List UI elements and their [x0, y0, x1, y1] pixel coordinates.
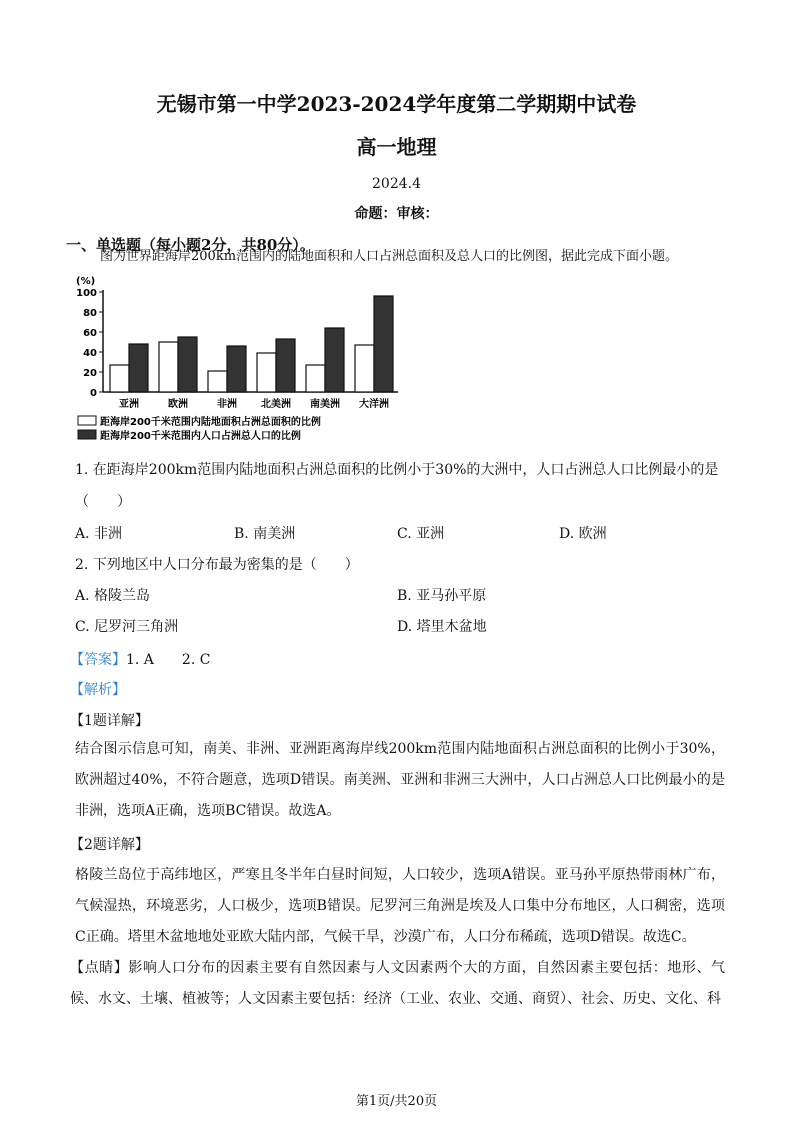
y-tick-label: 60: [83, 328, 97, 339]
q2-option-c: C. 尼罗河三角洲: [75, 619, 179, 635]
bar-population: [129, 344, 148, 392]
detail-2-text: 格陵兰岛位于高纬地区，严寒且冬半年白昼时间短，人口较少，选项A错误。亚马孙平原热带雨林广布，气候湿热，环境恶劣，人口极少，选项B错误。尼罗河三角洲是埃及人口集中分布地区，人口稠密，选项C正确。塔里木盆地地处亚欧大陆内部，气候干旱，沙漠广布，人口分布稀疏，选项D错误。故选C。: [75, 867, 725, 945]
bar-population: [325, 328, 344, 392]
analysis-label: 【解析】: [70, 682, 126, 698]
exam-date: 2024.4: [372, 176, 421, 192]
y-tick-label: 40: [83, 348, 97, 359]
category-label: 南美洲: [310, 399, 340, 410]
authors-line: 命题：审核：: [354, 206, 439, 222]
q2-option-a: A. 格陵兰岛: [75, 588, 151, 604]
bar-population: [227, 346, 246, 392]
q2-stem: 2. 下列地区中人口分布最为密集的是（ ）: [75, 557, 359, 573]
y-tick-label: 80: [83, 308, 97, 319]
q1-stem: 1. 在距海岸200km范围内陆地面积占洲总面积的比例小于30%的大洲中，人口占洲总人口比例最小的是: [75, 462, 719, 478]
legend-swatch-population: [78, 430, 96, 439]
question-intro: 图为世界距海岸200km范围内的陆地面积和人口占洲总面积及总人口的比例图，据此完成下面小题。: [100, 249, 679, 264]
category-label: 北美洲: [261, 399, 291, 410]
detail-1-text: 结合图示信息可知，南美、非洲、亚洲距离海岸线200km范围内陆地面积占洲总面积的比例小于30%，欧洲超过40%，不符合题意，选项D错误。南美洲、亚洲和非洲三大洲中，人口占洲总人口比例最小的是非洲，选项A正确，选项BC错误。故选A。: [75, 741, 725, 819]
tip-text: 影响人口分布的因素主要有自然因素与人文因素两个大的方面，自然因素主要包括：地形、气候、水文、土壤、植被等；人文因素主要包括：经济（工业、农业、交通、商贸）、社会、历史、文化、科: [70, 960, 726, 1007]
category-label: 大洋洲: [359, 399, 389, 410]
answer-text: 1. A 2. C: [126, 652, 211, 668]
answer-label: 【答案】: [70, 652, 126, 668]
bar-area: [159, 342, 178, 392]
q1-option-b: B. 南美洲: [234, 526, 296, 542]
bar-population: [178, 337, 197, 392]
category-label: 欧洲: [168, 399, 188, 410]
legend-label-population: 距海岸200千米范围内人口占洲总人口的比例: [100, 431, 301, 442]
answer-line: [70, 649, 210, 669]
bar-area: [110, 365, 129, 392]
bar-area: [208, 371, 227, 392]
category-label: 非洲: [217, 399, 237, 410]
bar-area: [306, 365, 325, 392]
q2-option-d: D. 塔里木盆地: [397, 619, 487, 635]
bar-area: [257, 353, 276, 392]
q1-paren: （ ）: [75, 494, 131, 510]
y-tick-label: 100: [76, 288, 97, 299]
q1-option-c: C. 亚洲: [397, 526, 445, 542]
q1-option-a: A. 非洲: [75, 526, 123, 542]
tip-paragraph: [70, 953, 725, 1015]
subject-title: 高一地理: [356, 135, 437, 159]
section-heading: 一、单选题（每小题2分，共80分）。: [66, 236, 315, 254]
bar-population: [276, 339, 295, 392]
page-footer: 第1页/共20页: [355, 1094, 438, 1109]
y-unit-label: (%): [76, 276, 96, 287]
legend-swatch-area: [78, 416, 96, 425]
y-tick-label: 0: [90, 388, 97, 399]
detail-1-label: 【1题详解】: [70, 713, 149, 729]
exam-title: 无锡市第一中学2023-2024学年度第二学期期中试卷: [156, 92, 637, 116]
y-tick-label: 20: [83, 368, 97, 379]
q2-option-b: B. 亚马孙平原: [397, 588, 487, 604]
bar-chart: [70, 272, 400, 447]
category-label: 亚洲: [119, 399, 139, 410]
legend-label-area: 距海岸200千米范围内陆地面积占洲总面积的比例: [100, 417, 321, 428]
tip-label: 【点睛】: [70, 960, 129, 976]
detail-2-label: 【2题详解】: [70, 837, 149, 853]
bar-area: [355, 345, 374, 392]
q1-option-d: D. 欧洲: [559, 526, 607, 542]
bar-population: [374, 296, 393, 392]
